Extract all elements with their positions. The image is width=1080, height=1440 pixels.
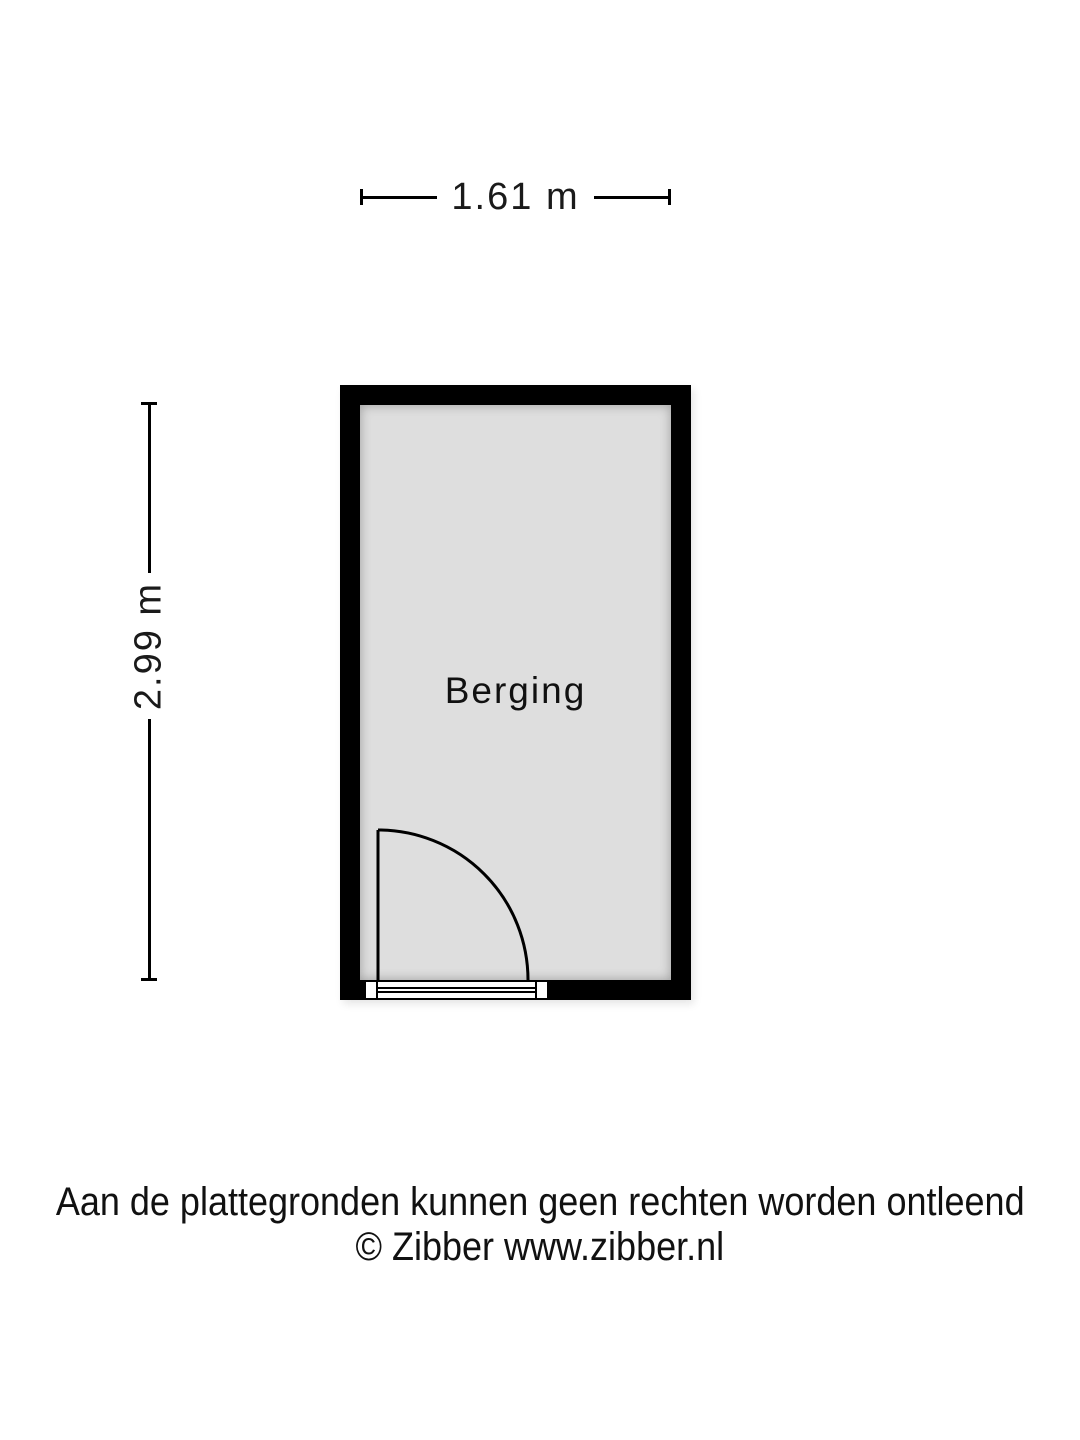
threshold-stripe bbox=[378, 991, 535, 993]
footer bbox=[0, 1180, 1080, 1270]
dimension-tick-bottom bbox=[141, 978, 157, 981]
dimension-tick-right bbox=[668, 189, 671, 205]
disclaimer-text: Aan de plattegronden kunnen geen rechten worden ontleend bbox=[55, 1180, 1025, 1224]
dimension-line-right bbox=[594, 196, 668, 199]
height-dimension-labelbox bbox=[129, 573, 169, 719]
threshold-stripe bbox=[378, 987, 535, 989]
door-swing bbox=[360, 815, 550, 985]
dimension-line-left bbox=[363, 196, 437, 199]
door-arc bbox=[378, 830, 528, 980]
height-dimension-label: 2.99 m bbox=[127, 581, 170, 711]
copyright-text: © Zibber www.zibber.nl bbox=[355, 1225, 725, 1269]
dimension-line-top bbox=[148, 405, 151, 573]
height-dimension bbox=[129, 402, 169, 981]
room-label: Berging bbox=[444, 670, 587, 711]
dimension-line-bottom bbox=[148, 719, 151, 978]
width-dimension-label: 1.61 m bbox=[451, 175, 580, 218]
width-dimension bbox=[360, 177, 671, 217]
